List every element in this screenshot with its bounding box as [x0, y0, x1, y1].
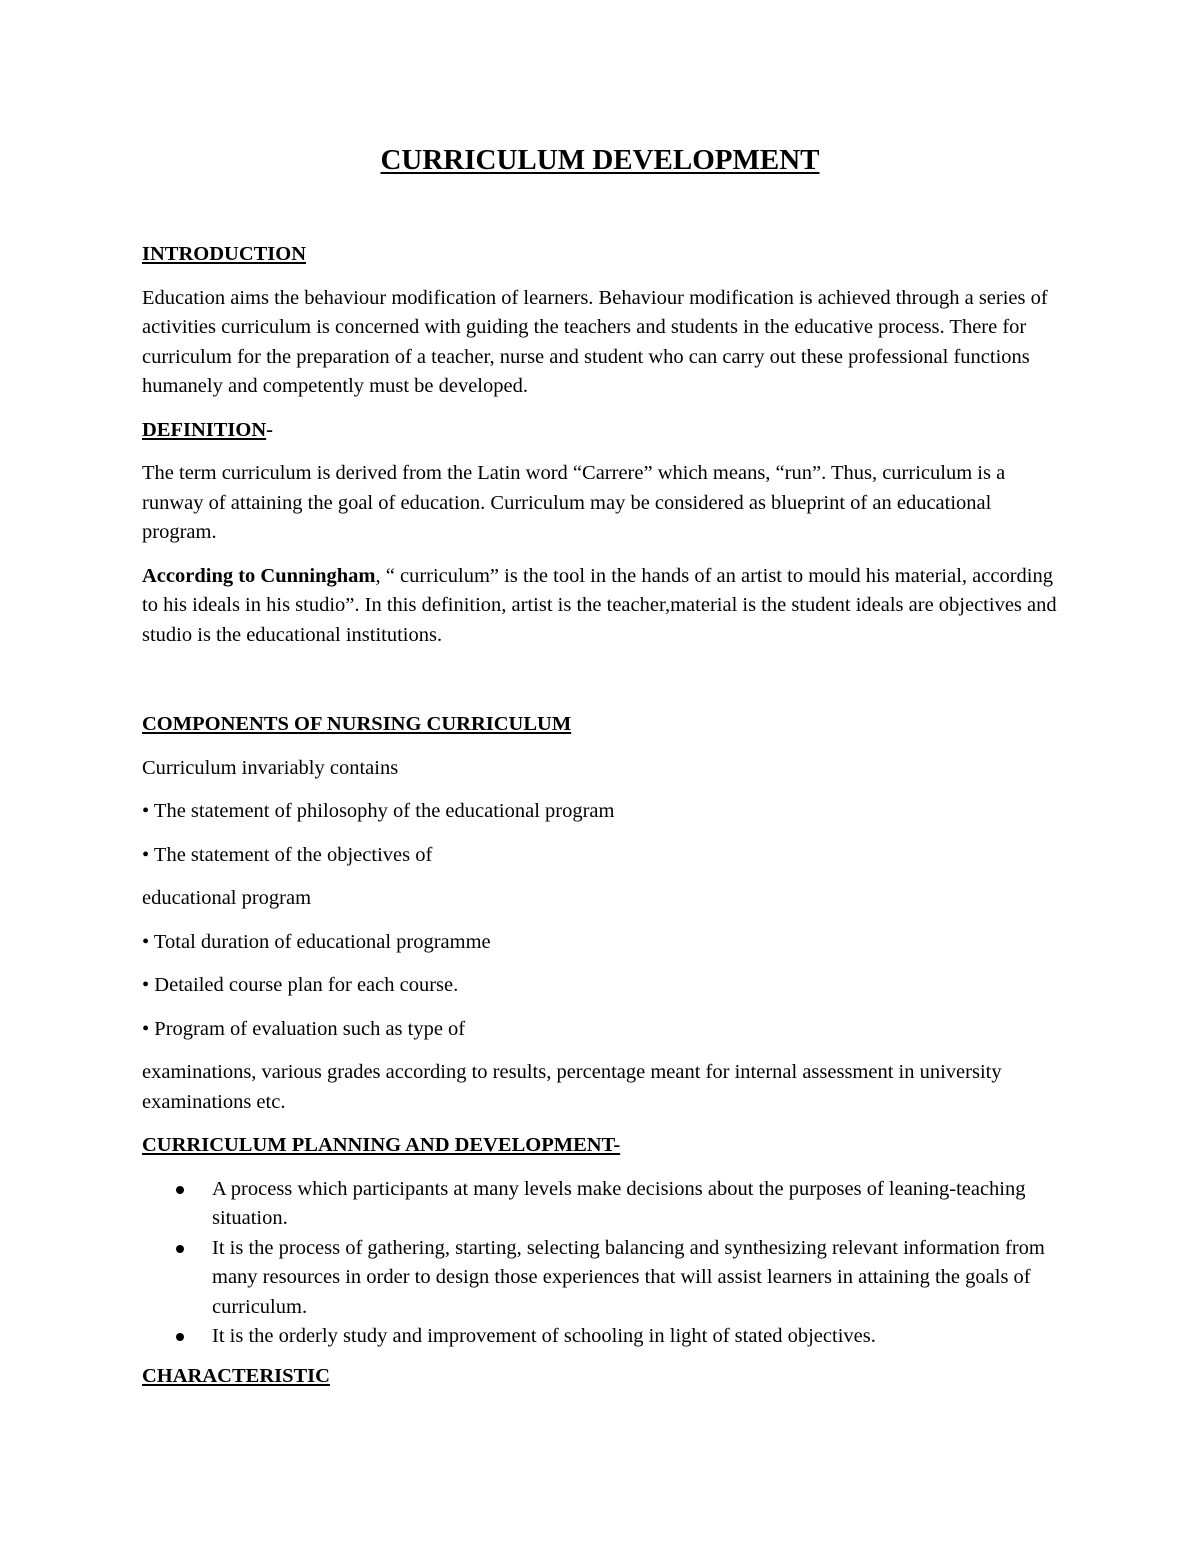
characteristic-heading: CHARACTERISTIC [142, 1364, 330, 1387]
components-item-philosophy: • The statement of philosophy of the educational program [142, 800, 615, 822]
components-heading: COMPONENTS OF NURSING CURRICULUM [142, 713, 572, 735]
planning-list [142, 1175, 1062, 1352]
document-body [142, 240, 1062, 1405]
cunningham-quote: , “ curriculum” is the tool in the hands of an artist to mould his material, according to his ideals in his studio”. In this definition, artist is the teacher,material is the student ideals are objectives and studio is the educational institutions. [142, 564, 1057, 646]
planning-item-text: It is the orderly study and improvement of schooling in light of stated objectives. [212, 1325, 876, 1347]
document-title: CURRICULUM DEVELOPMENT [380, 144, 820, 176]
planning-item-text: A process which participants at many levels make decisions about the purposes of leaning-teaching situation. [212, 1177, 1026, 1229]
components-item-objectives: • The statement of the objectives of [142, 843, 433, 866]
definition-heading-label: DEFINITION [142, 418, 267, 441]
definition-heading-suffix: - [266, 418, 273, 441]
introduction-heading: INTRODUCTION [142, 243, 307, 265]
components-intro: Curriculum invariably contains [142, 756, 399, 779]
section-spacer [142, 664, 1062, 710]
cunningham-definition [142, 562, 1062, 651]
components-item-evaluation-cont: examinations, various grades according to results, percentage meant for internal assessment in university examinations etc. [142, 1061, 1002, 1113]
introduction-text: Education aims the behaviour modification of learners. Behaviour modification is achieved through a series of activities curriculum is concerned with guiding the teachers and students in the educative process. There for curriculum for the preparation of a teacher, nurse and student who can carry out these professional functions humanely and competently must be developed. [142, 286, 1048, 397]
components-item-duration: • Total duration of educational programme [142, 930, 491, 953]
bullet-icon [176, 1186, 184, 1194]
list-item [142, 1234, 1062, 1323]
bullet-icon [176, 1333, 184, 1341]
cunningham-attribution: According to Cunningham [142, 564, 376, 587]
definition-text: The term curriculum is derived from the Latin word “Carrere” which means, “run”. Thus, curriculum is a runway of attaining the goal of education. Curriculum may be considered as blueprint of an educational program. [142, 462, 1006, 543]
components-item-course-plan: • Detailed course plan for each course. [142, 974, 459, 996]
planning-heading: CURRICULUM PLANNING AND DEVELOPMENT- [142, 1134, 621, 1156]
components-item-objectives-cont: educational program [142, 887, 312, 909]
planning-item-text: It is the process of gathering, starting, selecting balancing and synthesizing relevant information from many resources in order to design those experiences that will assist learners in attaining the goals of curriculum. [212, 1236, 1045, 1318]
list-item [142, 1175, 1062, 1234]
bullet-icon [176, 1245, 184, 1253]
definition-heading [142, 416, 1062, 446]
components-item-evaluation: • Program of evaluation such as type of [142, 1017, 466, 1040]
list-item [142, 1322, 1062, 1352]
